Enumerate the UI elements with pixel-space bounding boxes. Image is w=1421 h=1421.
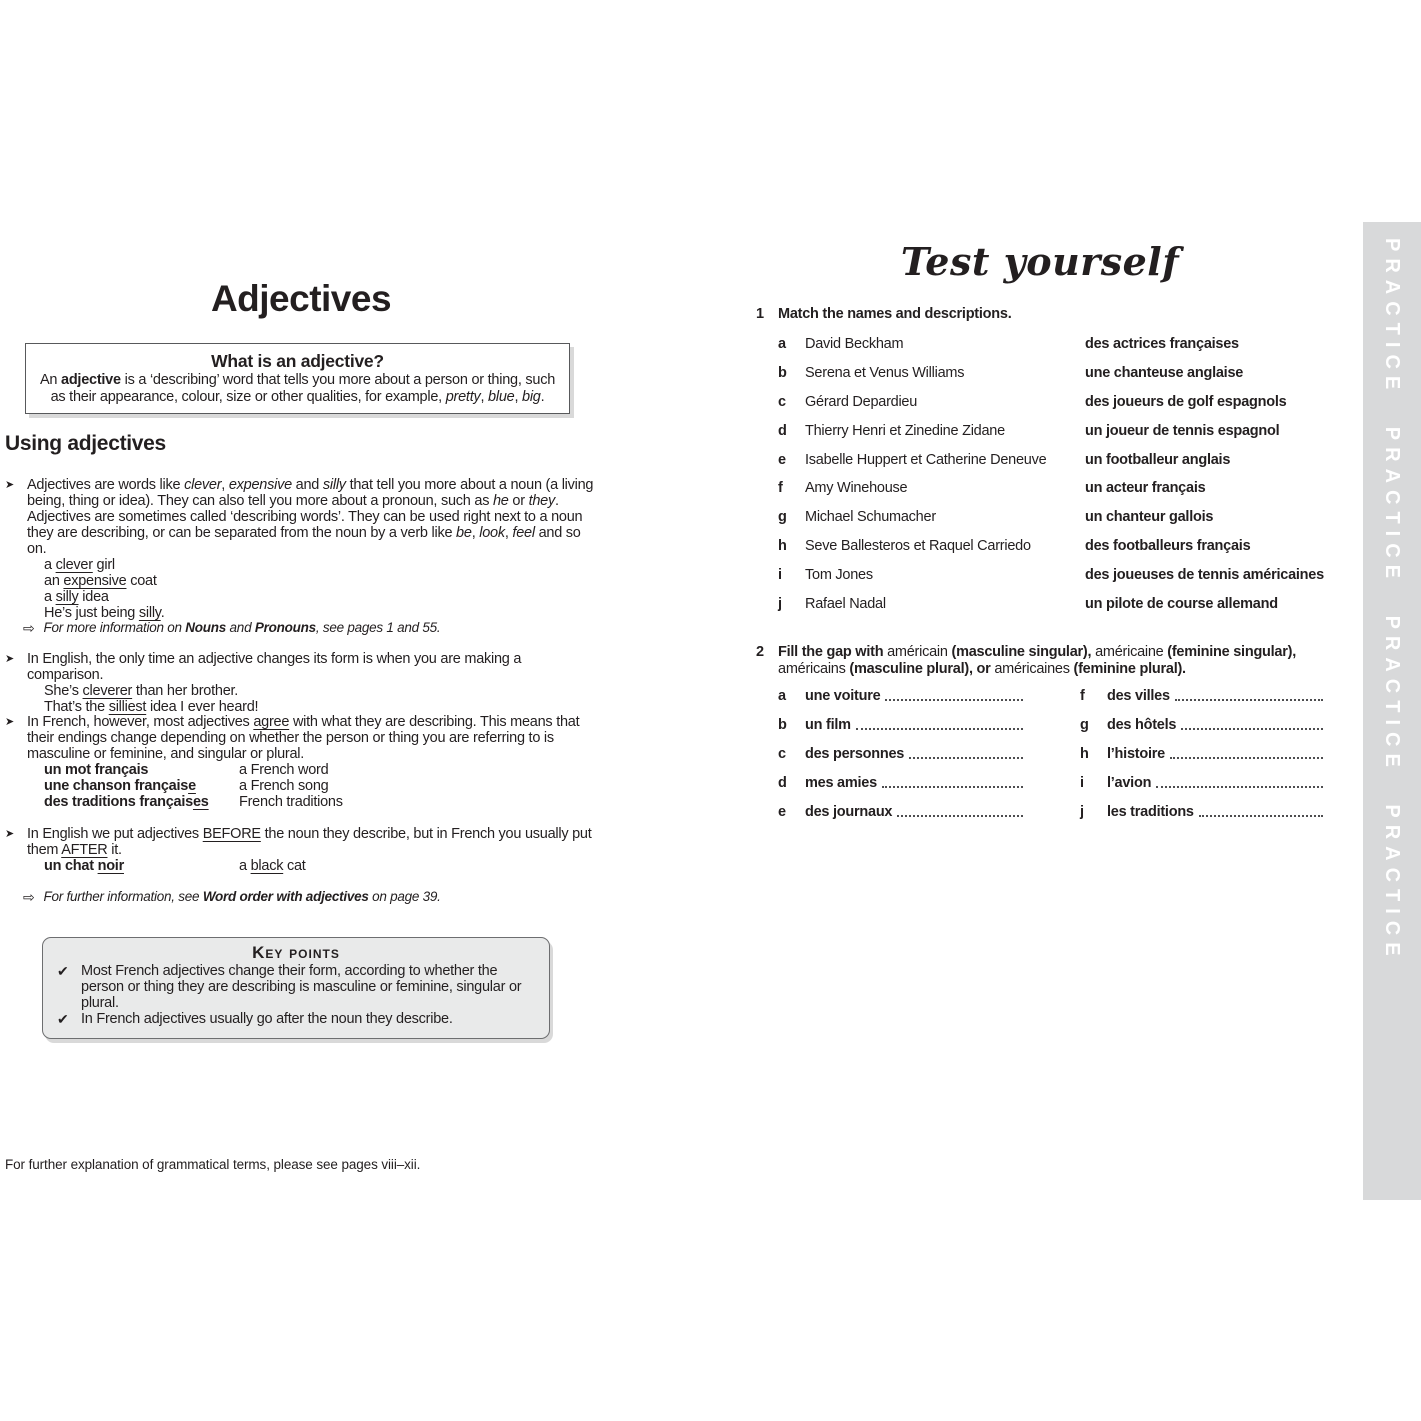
item-description: des actrices françaises	[1085, 336, 1239, 352]
item-label: l’avion	[1107, 775, 1152, 791]
fill-gap-row	[778, 717, 1025, 746]
tip-text: For further information, see Word order with adjectives on page 39.	[43, 889, 441, 904]
fill-gap-row	[1080, 804, 1325, 833]
match-row	[778, 394, 1338, 423]
question-prompt: Fill the gap with américain (masculine singular), américaine (feminine singular), américains (masculine plural), or américaines (feminine plural).	[778, 644, 1297, 677]
fill-gap-list	[778, 688, 1325, 833]
item-letter: g	[778, 509, 787, 526]
example-pair	[44, 778, 597, 794]
item-letter: c	[778, 746, 786, 762]
item-description: un footballeur anglais	[1085, 451, 1231, 468]
bullet-1	[5, 477, 597, 621]
item-name: Isabelle Huppert et Catherine Deneuve	[805, 451, 1047, 468]
item-letter: d	[778, 422, 787, 439]
item-name: Gérard Depardieu	[805, 393, 918, 410]
fill-gap-row	[778, 775, 1025, 804]
item-name: Seve Ballesteros et Raquel Carriedo	[805, 538, 1031, 555]
bullet-3	[5, 714, 597, 810]
key-point-text: In French adjectives usually go after the noun they describe.	[81, 1011, 453, 1027]
cross-reference-tip	[23, 889, 441, 905]
item-label: des journaux	[805, 804, 893, 820]
item-letter: j	[778, 596, 782, 613]
item-description: un joueur de tennis espagnol	[1085, 422, 1280, 439]
item-description: un acteur français	[1085, 480, 1206, 497]
test-yourself-title: Test yourself	[900, 239, 1180, 284]
item-letter: e	[778, 804, 786, 820]
bullet-2-paragraph: In English, the only time an adjective changes its form is when you are making a comparison.	[27, 651, 522, 683]
french-example: un mot français	[44, 762, 149, 778]
bullet-4-body	[27, 826, 597, 874]
fill-gap-column-left	[778, 688, 1025, 833]
item-letter: d	[778, 775, 787, 791]
answer-blank	[885, 688, 1023, 701]
question-number: 1	[756, 306, 764, 322]
tip-arrow-icon: ⇨	[23, 620, 35, 636]
item-letter: i	[778, 567, 782, 584]
tip-text: For more information on Nouns and Pronouns, see pages 1 and 55.	[43, 620, 441, 635]
key-point	[57, 1011, 535, 1027]
item-label: des hôtels	[1107, 717, 1177, 733]
item-label: l’histoire	[1107, 746, 1165, 762]
answer-blank	[1199, 804, 1323, 817]
page-footnote: For further explanation of grammatical terms, please see pages viii–xii.	[5, 1157, 421, 1172]
match-row	[778, 480, 1338, 509]
section-heading: Using adjectives	[5, 432, 166, 455]
practice-rail	[1363, 222, 1421, 1200]
english-translation: a French word	[239, 762, 329, 778]
answer-blank	[882, 775, 1023, 788]
item-label: un film	[805, 717, 851, 733]
page-title: Adjectives	[210, 278, 392, 319]
item-letter: b	[778, 364, 787, 381]
fill-gap-column-right	[1080, 688, 1325, 833]
item-description: un chanteur gallois	[1085, 509, 1214, 526]
match-row	[778, 596, 1338, 625]
french-example: des traditions françaises	[44, 794, 209, 810]
item-description: des footballeurs français	[1085, 538, 1251, 555]
match-row	[778, 509, 1338, 538]
french-example: un chat noir	[44, 858, 124, 874]
item-letter: h	[778, 538, 787, 555]
item-description: des joueuses de tennis américaines	[1085, 567, 1324, 584]
item-description: des joueurs de golf espagnols	[1085, 393, 1287, 410]
definition-box	[25, 343, 570, 414]
example-line: He’s just being silly.	[44, 605, 165, 621]
answer-blank	[1156, 775, 1323, 788]
question-1-header	[756, 306, 1336, 323]
bullet-2	[5, 651, 597, 715]
match-list	[778, 336, 1338, 625]
bullet-arrow-icon: ➤	[5, 479, 14, 491]
item-letter: i	[1080, 775, 1084, 791]
question-number: 2	[756, 644, 764, 660]
answer-blank	[856, 717, 1023, 730]
bullet-1-body	[27, 477, 597, 621]
key-point-text: Most French adjectives change their form, according to whether the person or thing they are describing is masculine or feminine, singular or plural.	[81, 963, 522, 1011]
example-pair	[44, 762, 597, 778]
item-letter: a	[778, 336, 786, 352]
french-example: une chanson française	[44, 778, 196, 794]
example-line: a silly idea	[44, 589, 109, 605]
answer-blank	[1181, 717, 1323, 730]
fill-gap-row	[778, 804, 1025, 833]
fill-gap-row	[1080, 717, 1325, 746]
question-prompt: Match the names and descriptions.	[778, 306, 1012, 322]
english-translation: French traditions	[239, 794, 343, 810]
answer-blank	[909, 746, 1023, 759]
item-letter: e	[778, 451, 786, 468]
answer-blank	[1175, 688, 1323, 701]
item-label: une voiture	[805, 688, 881, 704]
item-label: mes amies	[805, 775, 877, 791]
key-points-heading: Key points	[252, 943, 340, 962]
example-pair	[44, 858, 597, 874]
example-line: She’s cleverer than her brother.	[44, 683, 239, 699]
item-letter: c	[778, 393, 786, 410]
english-translation: a black cat	[239, 858, 306, 874]
answer-blank	[897, 804, 1023, 817]
bullet-4	[5, 826, 597, 874]
definition-heading: What is an adjective?	[211, 351, 384, 371]
match-row	[778, 365, 1338, 394]
item-name: Serena et Venus Williams	[805, 364, 965, 381]
item-label: les traditions	[1107, 804, 1194, 820]
fill-gap-row	[778, 688, 1025, 717]
item-description: un pilote de course allemand	[1085, 596, 1278, 613]
item-letter: a	[778, 688, 786, 704]
item-name: Rafael Nadal	[805, 596, 886, 613]
checkmark-icon: ✔	[57, 963, 69, 979]
key-points-box	[42, 937, 550, 1039]
item-letter: h	[1080, 746, 1089, 762]
item-label: des personnes	[805, 746, 905, 762]
item-letter: g	[1080, 717, 1089, 733]
item-name: David Beckham	[805, 336, 904, 352]
english-translation: a French song	[239, 778, 329, 794]
practice-rail-text: PRACTICE PRACTICE PRACTICE PRACTICE	[1381, 238, 1403, 963]
bullet-arrow-icon: ➤	[5, 653, 14, 665]
example-pair	[44, 794, 597, 810]
item-label: des villes	[1107, 688, 1170, 704]
bullet-arrow-icon: ➤	[5, 828, 14, 840]
item-letter: b	[778, 717, 787, 733]
item-name: Amy Winehouse	[805, 480, 908, 497]
bullet-2-body	[27, 651, 597, 715]
question-2-header	[756, 644, 1338, 677]
bullet-3-body	[27, 714, 597, 810]
key-point	[57, 963, 535, 1011]
answer-blank	[1170, 746, 1323, 759]
cross-reference-tip	[23, 620, 440, 636]
bullet-arrow-icon: ➤	[5, 716, 14, 728]
item-letter: f	[778, 480, 783, 497]
match-row	[778, 567, 1338, 596]
item-description: une chanteuse anglaise	[1085, 364, 1244, 381]
item-name: Tom Jones	[805, 567, 873, 584]
match-row	[778, 452, 1338, 481]
match-row	[778, 538, 1338, 567]
example-line: a clever girl	[44, 557, 115, 573]
fill-gap-row	[1080, 688, 1325, 717]
item-letter: f	[1080, 688, 1085, 704]
checkmark-icon: ✔	[57, 1011, 69, 1027]
left-page	[5, 0, 625, 1421]
bullet-1-paragraph: Adjectives are words like clever, expensive and silly that tell you more about a noun (a living being, thing or idea). They can also tell you more about a pronoun, such as he or they. Adjectives are sometimes called ‘describing words’. They can be used right next to a noun they are describing, or can be separated from the noun by a verb like be, look, feel and so on.	[27, 477, 594, 557]
item-name: Michael Schumacher	[805, 509, 936, 526]
match-row	[778, 423, 1338, 452]
item-name: Thierry Henri et Zinedine Zidane	[805, 422, 1005, 439]
bullet-4-paragraph: In English we put adjectives BEFORE the noun they describe, but in French you usually put them AFTER it.	[27, 826, 592, 858]
fill-gap-row	[778, 746, 1025, 775]
definition-text: An adjective is a ‘describing’ word that tells you more about a person or thing, such as their appearance, colour, size or other qualities, for example, pretty, blue, big.	[39, 372, 556, 405]
tip-arrow-icon: ⇨	[23, 889, 35, 905]
example-line: an expensive coat	[44, 573, 157, 589]
fill-gap-row	[1080, 746, 1325, 775]
example-line: That’s the silliest idea I ever heard!	[44, 699, 259, 715]
match-row	[778, 336, 1338, 365]
item-letter: j	[1080, 804, 1084, 820]
fill-gap-row	[1080, 775, 1325, 804]
bullet-3-paragraph: In French, however, most adjectives agree with what they are describing. This means that their endings change depending on whether the person or thing you are referring to is masculine or feminine, and singular or plural.	[27, 714, 580, 762]
